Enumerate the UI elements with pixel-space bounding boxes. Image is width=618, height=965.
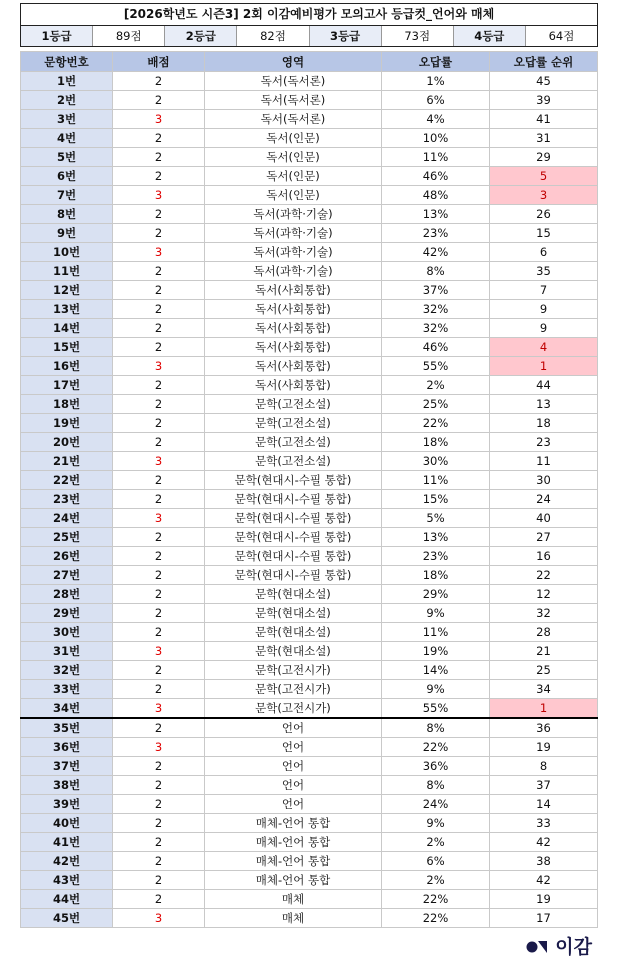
question-number-cell: 12번 (21, 281, 113, 300)
question-number-cell: 24번 (21, 509, 113, 528)
error-rank-cell: 18 (490, 414, 598, 433)
error-rate-cell: 22% (382, 738, 490, 757)
table-row (21, 338, 598, 357)
question-number-cell: 28번 (21, 585, 113, 604)
table-row (21, 452, 598, 471)
table-row (21, 699, 598, 719)
error-rate-cell: 30% (382, 452, 490, 471)
table-row (21, 833, 598, 852)
question-number-cell: 13번 (21, 300, 113, 319)
score-cell: 2 (113, 72, 205, 91)
area-cell: 문학(현대시-수필 통합) (205, 528, 382, 547)
question-number-cell: 5번 (21, 148, 113, 167)
error-rate-cell: 4% (382, 110, 490, 129)
table-row (21, 814, 598, 833)
score-cell: 3 (113, 642, 205, 661)
score-cell: 2 (113, 262, 205, 281)
error-rank-cell: 9 (490, 300, 598, 319)
score-cell: 2 (113, 528, 205, 547)
question-number-cell: 15번 (21, 338, 113, 357)
score-cell: 2 (113, 852, 205, 871)
area-cell: 문학(고전소설) (205, 433, 382, 452)
score-cell: 2 (113, 547, 205, 566)
error-rate-cell: 22% (382, 890, 490, 909)
table-row (21, 680, 598, 699)
table-row (21, 604, 598, 623)
score-cell: 2 (113, 604, 205, 623)
area-cell: 독서(과학·기술) (205, 224, 382, 243)
score-cell: 2 (113, 281, 205, 300)
score-cell: 2 (113, 871, 205, 890)
grade-2-label: 2등급 (165, 26, 237, 46)
area-cell: 문학(현대시-수필 통합) (205, 547, 382, 566)
question-number-cell: 35번 (21, 718, 113, 738)
table-row (21, 890, 598, 909)
question-number-cell: 27번 (21, 566, 113, 585)
score-cell: 2 (113, 890, 205, 909)
area-cell: 문학(현대소설) (205, 604, 382, 623)
table-row (21, 300, 598, 319)
question-number-cell: 45번 (21, 909, 113, 928)
area-cell: 문학(현대소설) (205, 623, 382, 642)
area-cell: 문학(현대시-수필 통합) (205, 490, 382, 509)
question-number-cell: 26번 (21, 547, 113, 566)
error-rank-cell: 5 (490, 167, 598, 186)
area-cell: 독서(과학·기술) (205, 262, 382, 281)
score-cell: 2 (113, 471, 205, 490)
igam-logo (526, 932, 592, 959)
area-cell: 언어 (205, 718, 382, 738)
area-cell: 문학(현대소설) (205, 642, 382, 661)
area-cell: 문학(현대시-수필 통합) (205, 471, 382, 490)
score-cell: 2 (113, 566, 205, 585)
error-rate-cell: 11% (382, 623, 490, 642)
table-row (21, 319, 598, 338)
error-rank-cell: 22 (490, 566, 598, 585)
table-row (21, 795, 598, 814)
area-cell: 독서(인문) (205, 148, 382, 167)
error-rank-cell: 17 (490, 909, 598, 928)
area-cell: 독서(사회통합) (205, 319, 382, 338)
error-rank-cell: 42 (490, 871, 598, 890)
error-rank-cell: 30 (490, 471, 598, 490)
question-number-cell: 14번 (21, 319, 113, 338)
question-number-cell: 41번 (21, 833, 113, 852)
question-number-cell: 4번 (21, 129, 113, 148)
area-cell: 매체-언어 통합 (205, 833, 382, 852)
question-number-cell: 2번 (21, 91, 113, 110)
error-rank-cell: 1 (490, 357, 598, 376)
question-number-cell: 19번 (21, 414, 113, 433)
score-cell: 2 (113, 414, 205, 433)
column-header-question: 문항번호 (21, 52, 113, 72)
grade-3-value: 73점 (382, 26, 454, 46)
score-cell: 3 (113, 357, 205, 376)
score-cell: 2 (113, 91, 205, 110)
area-cell: 언어 (205, 795, 382, 814)
score-cell: 2 (113, 338, 205, 357)
area-cell: 독서(독서론) (205, 72, 382, 91)
area-cell: 독서(사회통합) (205, 376, 382, 395)
area-cell: 문학(현대소설) (205, 585, 382, 604)
table-body (21, 72, 598, 928)
table-row (21, 281, 598, 300)
score-cell: 2 (113, 776, 205, 795)
error-rate-cell: 37% (382, 281, 490, 300)
error-rate-cell: 25% (382, 395, 490, 414)
error-rate-cell: 1% (382, 72, 490, 91)
grade-cut-row (21, 26, 597, 46)
question-number-cell: 34번 (21, 699, 113, 719)
area-cell: 매체 (205, 890, 382, 909)
error-rate-cell: 23% (382, 547, 490, 566)
area-cell: 언어 (205, 738, 382, 757)
question-number-cell: 6번 (21, 167, 113, 186)
error-rank-cell: 29 (490, 148, 598, 167)
table-row (21, 718, 598, 738)
area-cell: 매체-언어 통합 (205, 852, 382, 871)
error-rate-table (20, 51, 598, 928)
area-cell: 매체 (205, 909, 382, 928)
error-rate-cell: 19% (382, 642, 490, 661)
score-cell: 2 (113, 585, 205, 604)
error-rank-cell: 14 (490, 795, 598, 814)
error-rank-cell: 42 (490, 833, 598, 852)
error-rank-cell: 45 (490, 72, 598, 91)
area-cell: 문학(현대시-수필 통합) (205, 566, 382, 585)
score-cell: 2 (113, 795, 205, 814)
error-rank-cell: 36 (490, 718, 598, 738)
error-rate-cell: 32% (382, 319, 490, 338)
area-cell: 독서(과학·기술) (205, 243, 382, 262)
error-rate-cell: 2% (382, 833, 490, 852)
error-rate-cell: 55% (382, 699, 490, 719)
area-cell: 매체-언어 통합 (205, 814, 382, 833)
area-cell: 문학(고전소설) (205, 414, 382, 433)
error-rank-cell: 23 (490, 433, 598, 452)
score-cell: 3 (113, 738, 205, 757)
score-cell: 2 (113, 661, 205, 680)
score-cell: 2 (113, 433, 205, 452)
question-number-cell: 29번 (21, 604, 113, 623)
table-row (21, 110, 598, 129)
question-number-cell: 21번 (21, 452, 113, 471)
error-rank-cell: 4 (490, 338, 598, 357)
table-row (21, 205, 598, 224)
area-cell: 독서(사회통합) (205, 357, 382, 376)
score-cell: 2 (113, 757, 205, 776)
error-rank-cell: 27 (490, 528, 598, 547)
error-rate-cell: 22% (382, 909, 490, 928)
table-row (21, 909, 598, 928)
grade-1-value: 89점 (93, 26, 165, 46)
error-rate-cell: 6% (382, 852, 490, 871)
question-number-cell: 3번 (21, 110, 113, 129)
error-rank-cell: 13 (490, 395, 598, 414)
error-rate-cell: 11% (382, 148, 490, 167)
grade-4-value: 64점 (548, 29, 575, 43)
question-number-cell: 33번 (21, 680, 113, 699)
table-row (21, 414, 598, 433)
score-cell: 2 (113, 680, 205, 699)
score-cell: 3 (113, 243, 205, 262)
table-row (21, 738, 598, 757)
error-rate-cell: 18% (382, 433, 490, 452)
table-row (21, 490, 598, 509)
area-cell: 매체-언어 통합 (205, 871, 382, 890)
area-cell: 독서(사회통합) (205, 300, 382, 319)
table-row (21, 376, 598, 395)
error-rank-cell: 26 (490, 205, 598, 224)
score-cell: 3 (113, 699, 205, 719)
grade-2-value: 82점 (237, 26, 309, 46)
error-rank-cell: 11 (490, 452, 598, 471)
error-rate-cell: 8% (382, 776, 490, 795)
table-row (21, 585, 598, 604)
grade-3-label: 3등급 (310, 26, 382, 46)
error-rate-cell: 6% (382, 91, 490, 110)
score-cell: 2 (113, 300, 205, 319)
error-rate-cell: 9% (382, 814, 490, 833)
question-number-cell: 8번 (21, 205, 113, 224)
table-row (21, 528, 598, 547)
error-rate-cell: 22% (382, 414, 490, 433)
table-row (21, 471, 598, 490)
table-row (21, 224, 598, 243)
area-cell: 문학(고전시가) (205, 661, 382, 680)
score-cell: 3 (113, 452, 205, 471)
table-row (21, 167, 598, 186)
error-rank-cell: 7 (490, 281, 598, 300)
table-row (21, 91, 598, 110)
area-cell: 독서(인문) (205, 167, 382, 186)
error-rate-cell: 24% (382, 795, 490, 814)
column-header-score: 배점 (113, 52, 205, 72)
question-number-cell: 39번 (21, 795, 113, 814)
error-rate-cell: 23% (382, 224, 490, 243)
error-rate-cell: 8% (382, 718, 490, 738)
table-row (21, 262, 598, 281)
question-number-cell: 31번 (21, 642, 113, 661)
table-row (21, 243, 598, 262)
error-rank-cell: 3 (490, 186, 598, 205)
table-row (21, 852, 598, 871)
error-rank-cell: 40 (490, 509, 598, 528)
error-rank-cell: 19 (490, 738, 598, 757)
error-rank-cell: 34 (490, 680, 598, 699)
error-rank-cell: 35 (490, 262, 598, 281)
error-rate-cell: 42% (382, 243, 490, 262)
column-header-error-rank: 오답률 순위 (490, 52, 598, 72)
error-rank-cell: 15 (490, 224, 598, 243)
error-rate-cell: 13% (382, 205, 490, 224)
error-rate-cell: 46% (382, 338, 490, 357)
question-number-cell: 18번 (21, 395, 113, 414)
error-rank-cell: 21 (490, 642, 598, 661)
table-row (21, 566, 598, 585)
error-rank-cell: 1 (490, 699, 598, 719)
score-cell: 2 (113, 319, 205, 338)
question-number-cell: 11번 (21, 262, 113, 281)
question-number-cell: 32번 (21, 661, 113, 680)
error-rate-cell: 48% (382, 186, 490, 205)
score-cell: 2 (113, 205, 205, 224)
score-cell: 3 (113, 509, 205, 528)
table-header-row (21, 52, 598, 72)
table-row (21, 357, 598, 376)
error-rate-cell: 13% (382, 528, 490, 547)
table-row (21, 72, 598, 91)
error-rate-cell: 29% (382, 585, 490, 604)
question-number-cell: 16번 (21, 357, 113, 376)
error-rate-cell: 18% (382, 566, 490, 585)
score-cell: 2 (113, 376, 205, 395)
error-rate-cell: 8% (382, 262, 490, 281)
area-cell: 문학(고전시가) (205, 680, 382, 699)
error-rate-cell: 9% (382, 604, 490, 623)
question-number-cell: 42번 (21, 852, 113, 871)
area-cell: 독서(사회통합) (205, 338, 382, 357)
column-header-area: 영역 (205, 52, 382, 72)
error-rank-cell: 33 (490, 814, 598, 833)
error-rank-cell: 41 (490, 110, 598, 129)
score-cell: 3 (113, 186, 205, 205)
score-cell: 2 (113, 224, 205, 243)
score-cell: 3 (113, 909, 205, 928)
question-number-cell: 44번 (21, 890, 113, 909)
error-rank-cell: 9 (490, 319, 598, 338)
error-rate-cell: 55% (382, 357, 490, 376)
question-number-cell: 37번 (21, 757, 113, 776)
error-rank-cell: 32 (490, 604, 598, 623)
grade-4-label: 4등급 (454, 26, 526, 46)
score-cell: 2 (113, 129, 205, 148)
error-rank-cell: 19 (490, 890, 598, 909)
error-rank-cell: 31 (490, 129, 598, 148)
error-rank-cell: 8 (490, 757, 598, 776)
question-number-cell: 40번 (21, 814, 113, 833)
area-cell: 문학(고전소설) (205, 452, 382, 471)
error-rate-cell: 2% (382, 376, 490, 395)
error-rank-cell: 24 (490, 490, 598, 509)
table-row (21, 757, 598, 776)
column-header-error-rate: 오답률 (382, 52, 490, 72)
table-row (21, 148, 598, 167)
table-row (21, 395, 598, 414)
area-cell: 독서(과학·기술) (205, 205, 382, 224)
table-row (21, 129, 598, 148)
table-row (21, 623, 598, 642)
table-row (21, 776, 598, 795)
error-rank-cell: 6 (490, 243, 598, 262)
score-cell: 2 (113, 833, 205, 852)
error-rate-cell: 5% (382, 509, 490, 528)
area-cell: 문학(고전소설) (205, 395, 382, 414)
table-row (21, 186, 598, 205)
area-cell: 문학(현대시-수필 통합) (205, 509, 382, 528)
table-row (21, 433, 598, 452)
error-rank-cell: 44 (490, 376, 598, 395)
question-number-cell: 17번 (21, 376, 113, 395)
question-number-cell: 36번 (21, 738, 113, 757)
question-number-cell: 25번 (21, 528, 113, 547)
area-cell: 언어 (205, 757, 382, 776)
score-cell: 2 (113, 718, 205, 738)
table-row (21, 661, 598, 680)
question-number-cell: 22번 (21, 471, 113, 490)
error-rate-cell: 36% (382, 757, 490, 776)
table-row (21, 509, 598, 528)
area-cell: 문학(고전시가) (205, 699, 382, 719)
score-cell: 2 (113, 148, 205, 167)
error-rate-cell: 2% (382, 871, 490, 890)
score-cell: 2 (113, 167, 205, 186)
table-row (21, 642, 598, 661)
question-number-cell: 38번 (21, 776, 113, 795)
page-title: [2026학년도 시즌3] 2회 이감예비평가 모의고사 등급컷_언어와 매체 (21, 4, 597, 26)
area-cell: 독서(인문) (205, 186, 382, 205)
grade-1-label: 1등급 (21, 26, 93, 46)
error-rank-cell: 16 (490, 547, 598, 566)
igam-logo-text: 이감 (555, 936, 592, 958)
error-rank-cell: 37 (490, 776, 598, 795)
question-number-cell: 43번 (21, 871, 113, 890)
error-rate-cell: 15% (382, 490, 490, 509)
question-number-cell: 30번 (21, 623, 113, 642)
error-rank-cell: 39 (490, 91, 598, 110)
error-rate-cell: 10% (382, 129, 490, 148)
area-cell: 언어 (205, 776, 382, 795)
table-row (21, 871, 598, 890)
grade-cut-header (20, 3, 598, 47)
question-number-cell: 23번 (21, 490, 113, 509)
score-cell: 3 (113, 110, 205, 129)
error-rate-cell: 11% (382, 471, 490, 490)
question-number-cell: 7번 (21, 186, 113, 205)
error-rate-cell: 14% (382, 661, 490, 680)
error-rate-cell: 46% (382, 167, 490, 186)
score-cell: 2 (113, 490, 205, 509)
error-rank-cell: 12 (490, 585, 598, 604)
igam-logo-mark-icon (526, 937, 548, 955)
question-number-cell: 20번 (21, 433, 113, 452)
question-number-cell: 9번 (21, 224, 113, 243)
score-cell: 2 (113, 623, 205, 642)
question-number-cell: 1번 (21, 72, 113, 91)
area-cell: 독서(독서론) (205, 110, 382, 129)
table-row (21, 547, 598, 566)
score-cell: 2 (113, 814, 205, 833)
score-cell: 2 (113, 395, 205, 414)
error-rate-cell: 9% (382, 680, 490, 699)
area-cell: 독서(인문) (205, 129, 382, 148)
error-rate-cell: 32% (382, 300, 490, 319)
area-cell: 독서(사회통합) (205, 281, 382, 300)
area-cell: 독서(독서론) (205, 91, 382, 110)
error-rank-cell: 25 (490, 661, 598, 680)
error-rank-cell: 38 (490, 852, 598, 871)
error-rank-cell: 28 (490, 623, 598, 642)
question-number-cell: 10번 (21, 243, 113, 262)
